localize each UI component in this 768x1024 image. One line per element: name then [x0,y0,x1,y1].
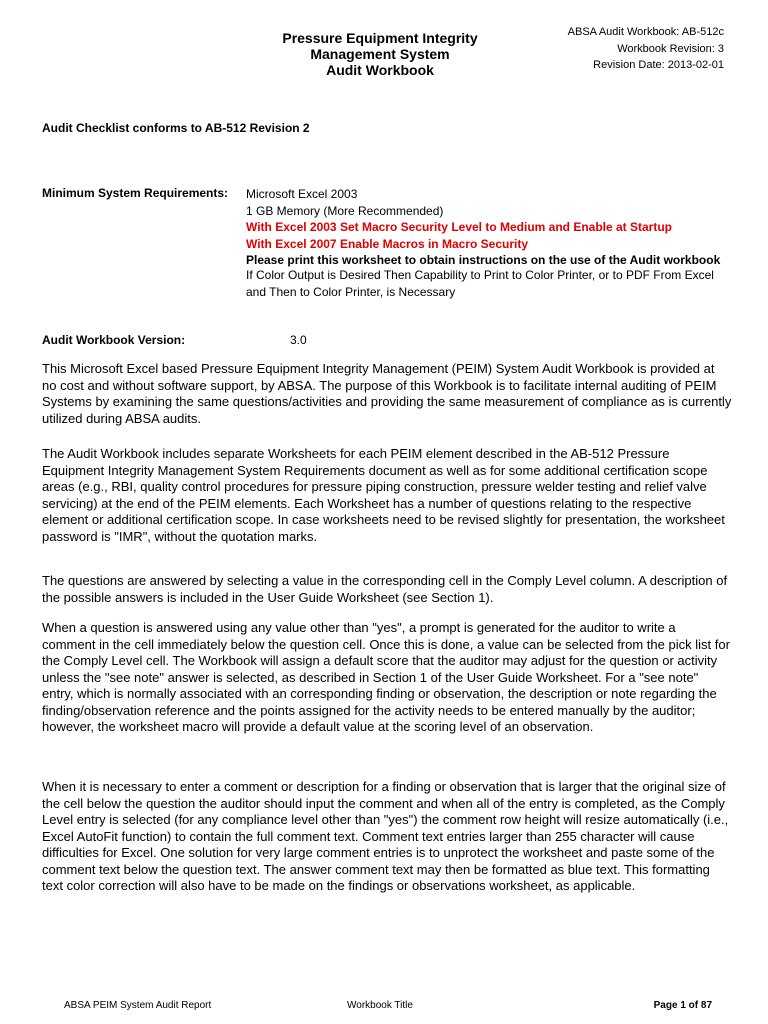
footer-workbook-title: Workbook Title [347,1000,413,1011]
color-output-note: If Color Output is Desired Then Capability to Print to Color Printer, or to PDF From Excel and Then to Color Printer, is Necessary [246,268,714,299]
footer-report-name: ABSA PEIM System Audit Report [64,1000,212,1011]
requirements-list [246,186,726,300]
paragraph-answers: The questions are answered by selecting a value in the corresponding cell in the Comply Level column. A description of the possible answers is included in the User Guide Worksheet (see Section 1). [42,573,728,605]
document-meta [568,24,724,74]
title-line-1: Pressure Equipment Integrity [282,30,478,46]
requirement-excel2007-macro: With Excel 2007 Enable Macros in Macro Security [246,236,528,251]
print-instructions-note: Please print this worksheet to obtain instructions on the use of the Audit workbook [246,253,721,267]
version-label: Audit Workbook Version: [42,333,186,347]
conformance-statement: Audit Checklist conforms to AB-512 Revision 2 [42,121,310,135]
paragraph-comments: When a question is answered using any value other than "yes", a prompt is generated for the auditor to write a comment in the cell immediately below the question cell. Once this is done, a value can be selected from the pick list for the Comply Level cell. The Workbook will assign a default score that the auditor may adjust for the question or activity unless the "see note" answer is selected, as described in Section 1 of the User Guide Worksheet. For a "see note" entry, which is normally associated with an corresponding finding or observation, the description or note regarding the finding/observation reference and the points assigned for the activity needs to be entered manually by the auditor; however, the worksheet macro will provide a default value at the scoring level of an observation. [42,620,730,734]
version-value: 3.0 [290,333,307,347]
requirement-excel: Microsoft Excel 2003 [246,187,358,201]
paragraph-large-comments: When it is necessary to enter a comment or description for a finding or observation that is larger that the original size of the cell below the question the auditor should input the comment and when all of the entry is completed, as the Comply Level entry is selected (for any compliance level other than "yes") the comment row height will resize automatically (i.e., Excel AutoFit function) to contain the full comment text. Comment text entries larger than 255 character will cause difficulties for Excel. One solution for very large comment entries is to unprotect the worksheet and paste some of the comment text below the question text. The answer comment text may then be formatted as blue text. This formatting text color correction will also have to be made on the findings or observations worksheet, as applicable. [42,779,729,893]
requirements-label: Minimum System Requirements: [42,186,229,200]
paragraph-worksheets: The Audit Workbook includes separate Worksheets for each PEIM element described in the AB-512 Pressure Equipment Integrity Management System Requirements document as well as for some additional certification scope areas (e.g., RBI, quality control procedures for pressure piping construction, pressure welder testing and relief valve servicing) at the end of the PEIM elements. Each Worksheet has a number of questions relating to the respective element or additional certification scope. In case worksheets need to be revised slightly for presentation, the worksheet password is "IMR", without the quotation marks. [42,446,725,544]
requirement-memory: 1 GB Memory (More Recommended) [246,203,444,218]
workbook-id: ABSA Audit Workbook: AB-512c [567,26,724,38]
workbook-revision: Workbook Revision: 3 [617,42,724,55]
title-line-2: Management System [310,46,450,62]
title-line-3: Audit Workbook [326,62,434,78]
footer-page-number: Page 1 of 87 [653,1000,712,1011]
document-title [230,30,530,78]
paragraph-intro: This Microsoft Excel based Pressure Equipment Integrity Management (PEIM) System Audit Workbook is provided at no cost and without software support, by ABSA. The purpose of this Workbook is to facilitate internal auditing of PEIM Systems by examining the same questions/activities and providing the same measurement of compliance as is currently utilized during ABSA audits. [42,361,732,426]
requirement-excel2003-macro: With Excel 2003 Set Macro Security Level to Medium and Enable at Startup [246,220,673,234]
revision-date: Revision Date: 2013-02-01 [593,59,724,71]
